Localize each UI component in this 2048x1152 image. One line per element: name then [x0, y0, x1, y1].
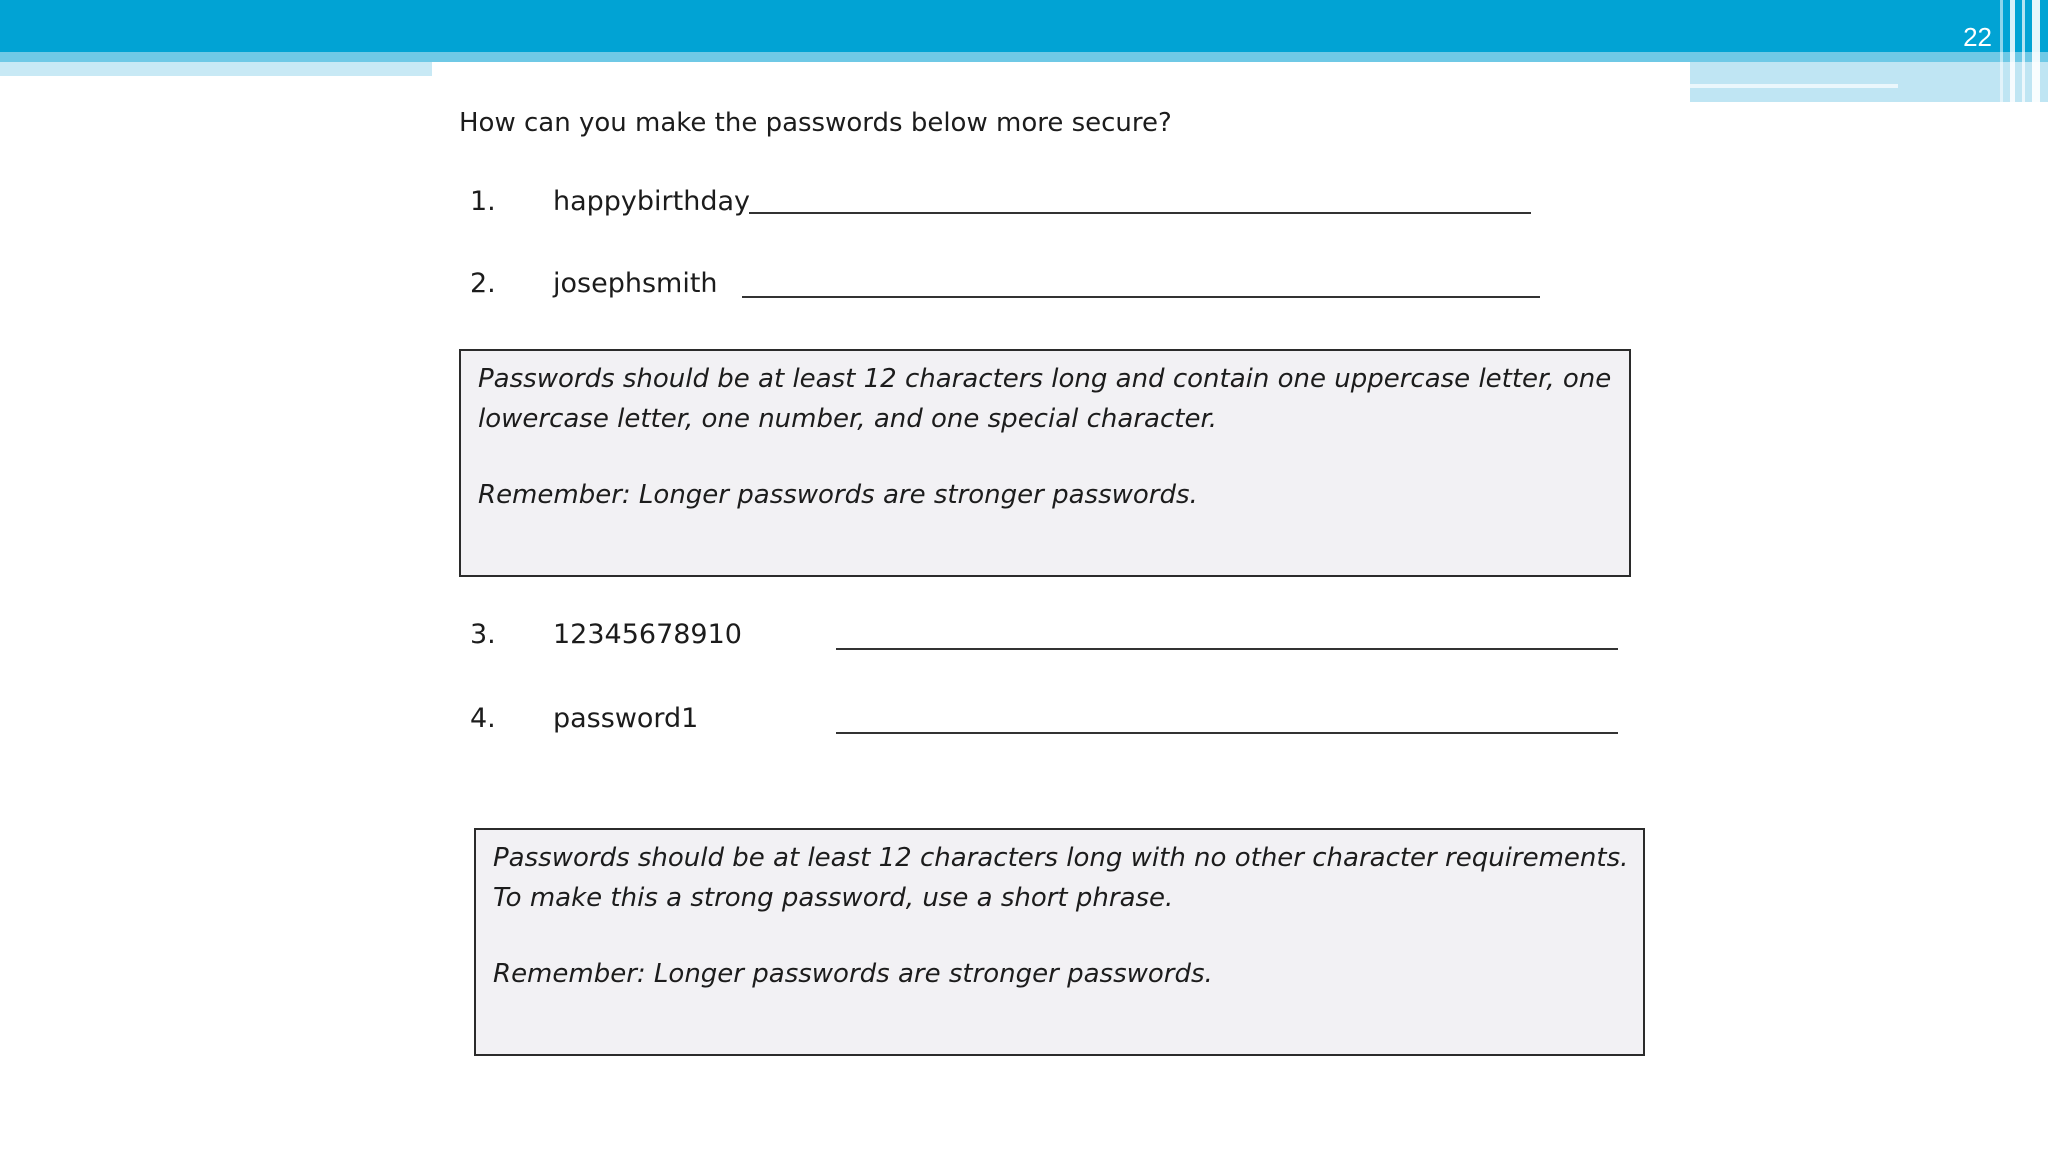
item-password: josephsmith: [553, 268, 718, 299]
worksheet-image: [432, 62, 1690, 1152]
worksheet-question: How can you make the passwords below more secure?: [459, 108, 1172, 138]
item-password: password1: [553, 703, 699, 734]
header-bar: [0, 0, 2048, 52]
answer-line: [836, 732, 1618, 734]
answer-line: [749, 212, 1531, 214]
decorative-vertical-line: [2010, 0, 2015, 104]
decorative-vertical-line: [2022, 0, 2025, 104]
item-number: 3.: [470, 619, 496, 650]
decorative-vertical-line: [2000, 0, 2003, 104]
rule-text: Passwords should be at least 12 characters long and contain one uppercase letter, one: [478, 364, 1612, 394]
header-accent-block: [1690, 62, 2048, 102]
header-stripe: [0, 52, 2048, 62]
rule-box: [474, 828, 1645, 1056]
item-password: happybirthday: [553, 186, 751, 217]
rule-text: lowercase letter, one number, and one special character.: [478, 404, 1218, 434]
answer-line: [836, 648, 1618, 650]
rule-box: [459, 349, 1631, 577]
rule-text: Passwords should be at least 12 characters long with no other character requirements.: [493, 843, 1629, 873]
rule-text: To make this a strong password, use a short phrase.: [493, 883, 1174, 913]
item-number: 4.: [470, 703, 496, 734]
reminder-text: Remember: Longer passwords are stronger passwords.: [493, 959, 1213, 989]
item-number: 2.: [470, 268, 496, 299]
item-number: 1.: [470, 186, 496, 217]
decorative-vertical-line: [2032, 0, 2040, 104]
answer-line: [742, 296, 1540, 298]
slide-number: 22: [1963, 22, 1992, 52]
header-accent-line: [1690, 84, 1898, 88]
reminder-text: Remember: Longer passwords are stronger passwords.: [478, 480, 1198, 510]
item-password: 12345678910: [553, 619, 742, 650]
